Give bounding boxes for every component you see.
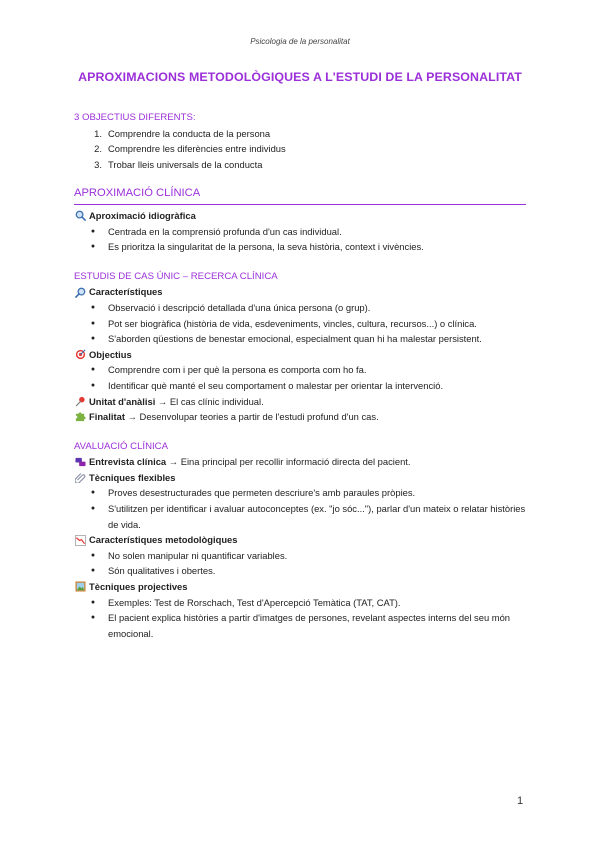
document-body (74, 110, 526, 641)
unit-of-analysis-line (74, 394, 526, 410)
interview-text: Eina principal per recollir informació directa del pacient. (180, 456, 411, 468)
interview-label: Entrevista clínica (89, 456, 167, 468)
projective-subheading (74, 579, 526, 595)
list-item: ● S'utilitzen per identificar i avaluar autoconceptes (ex. "jo sóc..."), parlar d'un mateix o relatar històries de vida. (74, 501, 526, 532)
list-item: ● No solen manipular ni quantificar variables. (74, 548, 526, 564)
subheading-text: Tècniques flexibles (89, 471, 176, 483)
bullet-icon: ● (90, 243, 96, 251)
page-number: 1 (517, 795, 524, 807)
puzzle-icon (74, 411, 86, 422)
bullet-icon: ● (90, 567, 96, 575)
arrow-icon: → (168, 456, 179, 468)
pushpin-icon (74, 396, 86, 407)
method-bullets (74, 548, 526, 579)
list-item: ● Proves desestructurades que permeten descriure's amb paraules pròpies. (74, 485, 526, 501)
list-text: Trobar lleis universals de la conducta (108, 158, 263, 170)
list-item: ● Comprendre com i per què la persona es comporta com ho fa. (74, 362, 526, 378)
case-objectives-bullets (74, 362, 526, 393)
list-number: 2. (94, 143, 102, 155)
bullet-icon: ● (90, 335, 96, 343)
list-number: 3. (94, 158, 102, 170)
page-header: Psicologia de la personalitat (250, 37, 350, 46)
list-item: ● Centrada en la comprensió profunda d'un cas individual. (74, 224, 526, 240)
flexible-subheading (74, 470, 526, 486)
subheading-text: Objectius (89, 348, 132, 360)
clinical-heading: APROXIMACIÓ CLÍNICA (74, 186, 526, 205)
subheading-text: Aproximació idiogràfica (89, 209, 196, 221)
idiographic-subheading (74, 208, 526, 224)
evaluation-heading: AVALUACIÓ CLÍNICA (74, 440, 169, 452)
objectives-subheading (74, 347, 526, 363)
list-number: 1. (94, 127, 102, 139)
list-item: ● El pacient explica històries a partir d'imatges de persones, revelant aspectes interns del seu món emocional. (74, 610, 526, 641)
bullet-icon: ● (90, 489, 96, 497)
chart-down-icon (74, 535, 86, 546)
bullet-icon: ● (90, 598, 96, 606)
flexible-bullets (74, 485, 526, 532)
purpose-text: Desenvolupar teories a partir de l'estudi profund d'un cas. (139, 411, 379, 423)
objectives-heading: 3 OBJECTIUS DIFERENTS: (74, 112, 196, 123)
magnifier-icon (74, 210, 86, 221)
list-item: ● Exemples: Test de Rorschach, Test d'Apercepció Temàtica (TAT, CAT). (74, 595, 526, 611)
people-talking-icon (74, 457, 86, 468)
list-item (74, 141, 526, 157)
document-title: APROXIMACIONS METODOLÒGIQUES A L'ESTUDI DE LA PERSONALITAT (78, 70, 522, 84)
list-item: ● Es prioritza la singularitat de la persona, la seva història, context i vivències. (74, 239, 526, 255)
method-subheading (74, 532, 526, 548)
subheading-text: Característiques metodològiques (89, 534, 238, 546)
clinical-bullets (74, 224, 526, 255)
paperclip-icon (74, 472, 86, 483)
target-icon (74, 349, 86, 360)
list-text: Comprendre les diferències entre individus (108, 143, 286, 155)
case-study-heading: ESTUDIS DE CAS ÚNIC – RECERCA CLÍNICA (74, 270, 278, 282)
list-item (74, 126, 526, 142)
arrow-icon: → (157, 395, 168, 407)
characteristics-subheading (74, 284, 526, 300)
bullet-icon: ● (90, 319, 96, 327)
list-item: ● Són qualitatives i obertes. (74, 563, 526, 579)
bullet-icon: ● (90, 551, 96, 559)
unit-label: Unitat d'anàlisi (89, 395, 156, 407)
interview-line (74, 454, 526, 470)
purpose-line (74, 409, 526, 425)
bullet-icon: ● (90, 505, 96, 513)
arrow-icon: → (127, 411, 137, 423)
list-text: Comprendre la conducta de la persona (108, 127, 271, 139)
bullet-icon: ● (90, 366, 96, 374)
objectives-list (74, 126, 526, 173)
magnifier-right-icon (74, 287, 86, 298)
subheading-text: Tècniques projectives (89, 581, 188, 593)
bullet-icon: ● (90, 381, 96, 389)
list-item: ● Identificar què manté el seu comportament o malestar per orientar la intervenció. (74, 378, 526, 394)
list-item: ● S'aborden qüestions de benestar emocional, especialment quan hi ha malestar persistent. (74, 331, 526, 347)
characteristics-bullets (74, 300, 526, 347)
unit-text: El cas clínic individual. (169, 395, 264, 407)
list-item (74, 157, 526, 173)
list-item: ● Observació i descripció detallada d'una única persona (o grup). (74, 300, 526, 316)
framed-picture-icon (74, 581, 86, 592)
projective-bullets (74, 595, 526, 642)
bullet-icon: ● (90, 303, 96, 311)
purpose-label: Finalitat (89, 411, 125, 423)
subheading-text: Característiques (89, 286, 163, 298)
list-item: ● Pot ser biogràfica (història de vida, esdeveniments, vincles, cultura, recursos...) o clínica. (74, 316, 526, 332)
bullet-icon: ● (90, 227, 96, 235)
bullet-icon: ● (90, 614, 96, 622)
